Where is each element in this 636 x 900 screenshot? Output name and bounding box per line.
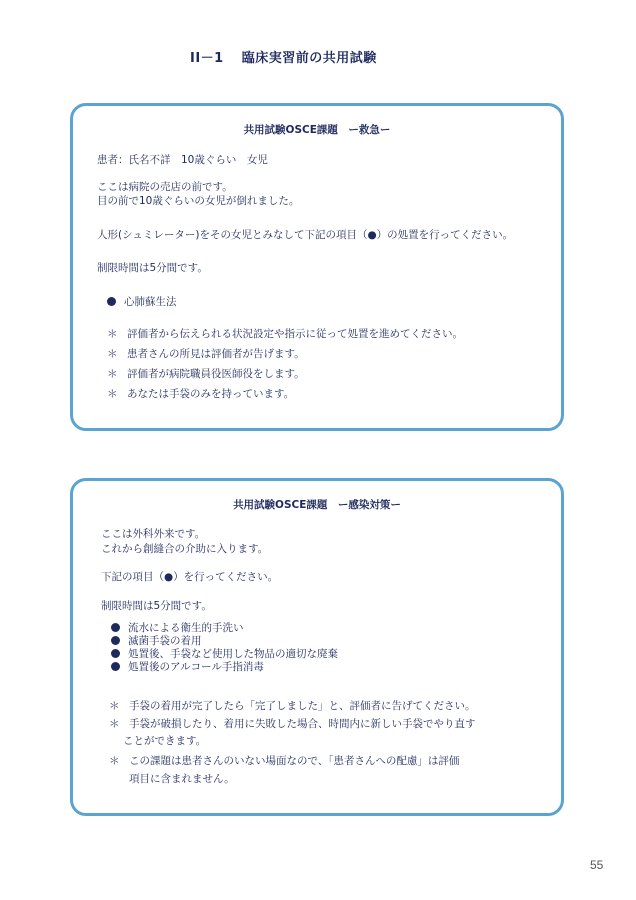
asterisk-icon: ＊ <box>107 368 118 380</box>
patient-info: 患者：氏名不詳 10歳ぐらい 女児 <box>97 154 268 166</box>
list-item <box>111 660 264 674</box>
infection-control-task-box <box>70 478 564 816</box>
note-item <box>109 699 476 713</box>
section-title: 臨床実習前の共用試験 <box>241 51 377 66</box>
instruction-text: 下記の項目（●）を行ってください。 <box>101 571 279 583</box>
asterisk-icon: ＊ <box>109 755 120 767</box>
list-item <box>111 634 202 648</box>
bullet-icon <box>111 623 120 632</box>
emergency-task-title: 共用試験OSCE課題 ー救急ー <box>243 124 391 136</box>
note-text: この課題は患者さんのいない場面なので、「患者さんへの配慮」は評価 <box>129 755 460 767</box>
note-text: 手袋が破損したり、着用に失敗した場合、時間内に新しい手袋でやり直す <box>129 718 476 730</box>
item-label: 流水による衛生的手洗い <box>128 622 244 634</box>
scene-line-1: ここは病院の売店の前です。 <box>97 181 233 193</box>
asterisk-icon: ＊ <box>109 700 120 712</box>
list-item <box>111 647 338 661</box>
note-text: あなたは手袋のみを持っています。 <box>127 388 295 400</box>
asterisk-icon: ＊ <box>107 348 118 360</box>
note-text: 評価者から伝えられる状況設定や指示に従って処置を進めてください。 <box>127 328 463 340</box>
note-text: 手袋の着用が完了したら「完了しました」と、評価者に告げてください。 <box>129 700 476 712</box>
page-number: 55 <box>590 858 604 872</box>
item-label: 処置後、手袋など使用した物品の適切な廃棄 <box>128 648 338 660</box>
note-item <box>107 327 463 341</box>
list-item <box>111 621 244 635</box>
scene-line-2: 目の前で10歳ぐらいの女児が倒れました。 <box>97 195 300 207</box>
bullet-icon <box>107 297 116 306</box>
asterisk-icon: ＊ <box>107 388 118 400</box>
infection-task-title: 共用試験OSCE課題 ー感染対策ー <box>233 499 401 511</box>
list-item <box>107 295 177 309</box>
time-limit: 制限時間は5分間です。 <box>97 262 208 274</box>
note-item <box>107 387 294 401</box>
note-item <box>109 717 476 731</box>
item-label: 心肺蘇生法 <box>124 296 177 308</box>
time-limit: 制限時間は5分間です。 <box>101 600 212 612</box>
note-item <box>107 367 305 381</box>
asterisk-icon: ＊ <box>107 328 118 340</box>
section-number: II－1 <box>190 51 224 66</box>
scene-line-1: ここは外科外来です。 <box>101 528 206 540</box>
note-continuation: ことができます。 <box>123 735 207 747</box>
bullet-icon <box>111 662 120 671</box>
item-label: 滅菌手袋の着用 <box>128 635 202 647</box>
note-item <box>107 347 305 361</box>
note-text: 評価者が病院職員役医師役をします。 <box>127 368 305 380</box>
instruction-text: 人形(シュミレーター)をその女児とみなして下記の項目（●）の処置を行ってください。 <box>97 229 514 241</box>
note-item <box>109 754 459 768</box>
asterisk-icon: ＊ <box>109 718 120 730</box>
item-label: 処置後のアルコール手指消毒 <box>128 661 264 673</box>
note-text: 患者さんの所見は評価者が告げます。 <box>127 348 305 360</box>
bullet-icon <box>111 649 120 658</box>
emergency-task-box <box>70 103 564 431</box>
note-continuation: 項目に含まれません。 <box>129 773 235 785</box>
scene-line-2: これから創縫合の介助に入ります。 <box>101 543 269 555</box>
bullet-icon <box>111 636 120 645</box>
page-title <box>190 47 377 66</box>
